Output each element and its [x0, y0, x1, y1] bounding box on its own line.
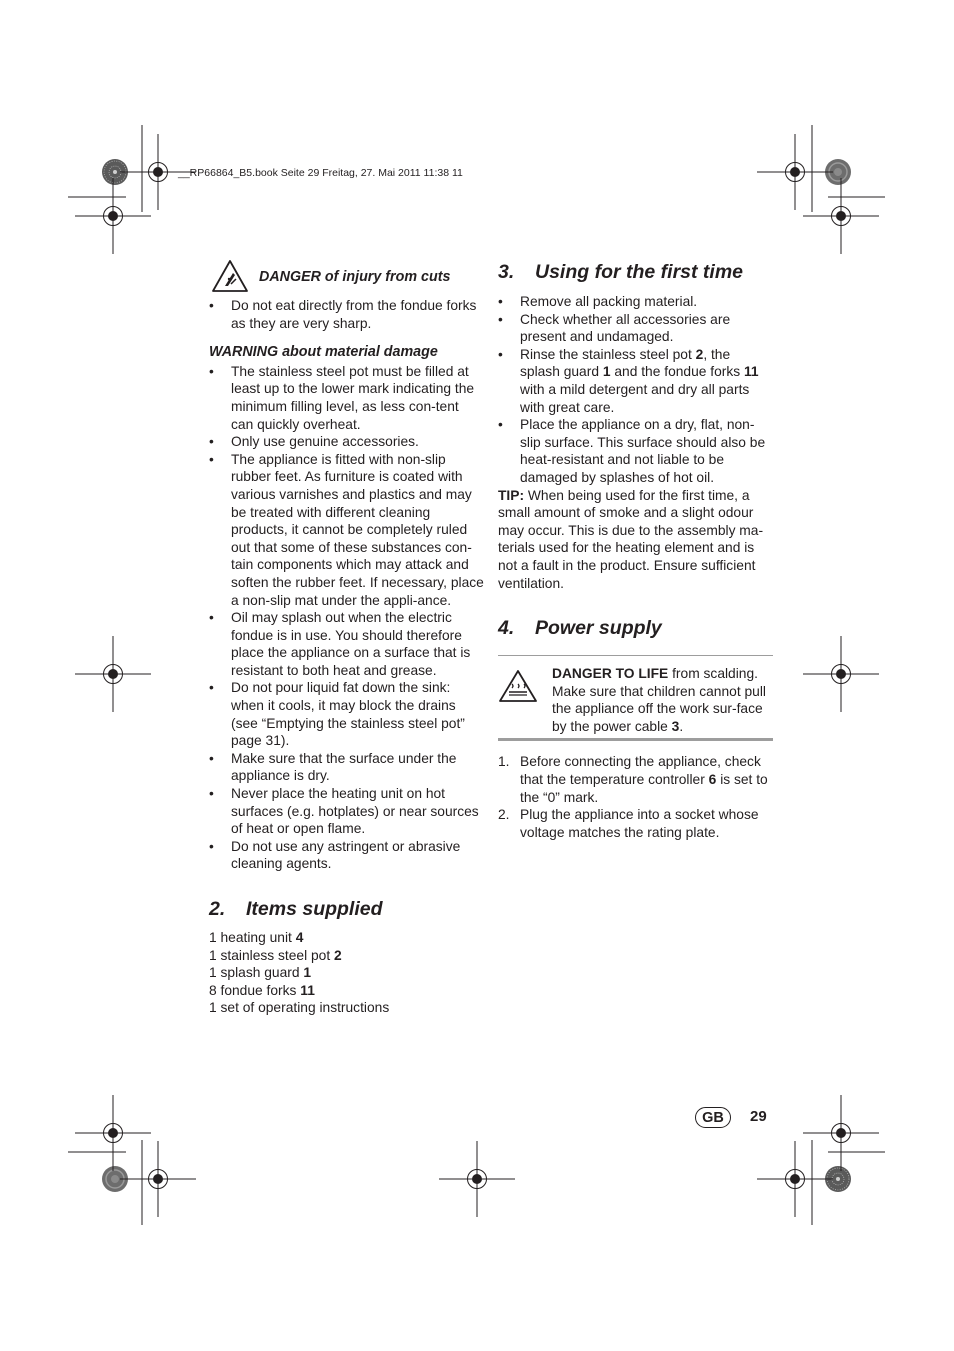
- danger-scalding-text: DANGER TO LIFE from scalding. Make sure that children cannot pull the appliance off the work sur-face by the power cable 3.: [552, 666, 766, 734]
- right-column: [498, 259, 773, 841]
- danger-cuts-title: DANGER of injury from cuts: [259, 269, 451, 286]
- list-item: 1 splash guard 1: [209, 965, 312, 981]
- section-heading-power-supply: [498, 616, 773, 640]
- warning-list: [209, 363, 484, 873]
- list-item: • The stainless steel pot must be filled at least up to the lower mark indicating the minimum filling level, as less con-tent can quickly overheat.: [209, 363, 484, 433]
- hot-surface-warning-icon: [498, 665, 552, 735]
- list-item: • Do not use any astringent or abrasive cleaning agents.: [209, 838, 484, 873]
- first-time-list: [498, 293, 773, 487]
- list-item: • Place the appliance on a dry, flat, non-slip surface. This surface should also be heat-resistant and not liable to be damaged by splashes of hot oil.: [498, 416, 773, 486]
- tip-paragraph: TIP: When being used for the first time, a small amount of smoke and a slight odour may occur. This is due to the assembly ma-terials used for the heating element and is not a fault in the product. Ensure sufficient ventilation.: [498, 487, 764, 591]
- section-number: 4.: [498, 617, 515, 640]
- list-item: • Never place the heating unit on hot surfaces (e.g. hotplates) or near sources of heat or open flame.: [209, 785, 484, 838]
- list-item: 1 set of operating instructions: [209, 1000, 390, 1016]
- section-heading-items-supplied: [209, 897, 484, 921]
- list-item: • Make sure that the surface under the appliance is dry.: [209, 750, 484, 785]
- danger-cuts-list: [209, 297, 484, 332]
- list-item: 8 fondue forks 11: [209, 982, 315, 998]
- section-title: Items supplied: [246, 898, 383, 920]
- section-title: Using for the first time: [535, 261, 744, 283]
- list-item: • Do not eat directly from the fondue forks as they are very sharp.: [209, 297, 484, 332]
- list-item: • The appliance is fitted with non-slip rubber feet. As furniture is coated with various varnishes and plastics and may be treated with different cleaning products, it cannot be completely ruled out that some of these substances con-tain components which may attack and soften the rubber feet. If necessary, place a non-slip mat under the appli-ance.: [209, 451, 484, 609]
- list-item: • Do not pour liquid fat down the sink: when it cools, it may block the drains (see “Emptying the stainless steel pot” page 31).: [209, 679, 484, 749]
- list-item: • Rinse the stainless steel pot 2, the splash guard 1 and the fondue forks 11 with a mild detergent and dry all parts with great care.: [498, 346, 773, 416]
- warning-heading: WARNING about material damage: [209, 344, 438, 361]
- danger-cuts-heading: [211, 259, 484, 297]
- list-item: 1. Before connecting the appliance, check that the temperature controller 6 is set to the “0” mark.: [498, 754, 768, 805]
- danger-scalding-box: [498, 655, 773, 741]
- section-number: 2.: [209, 898, 226, 920]
- section-title: Power supply: [535, 617, 662, 640]
- list-item: • Check whether all accessories are present and undamaged.: [498, 311, 773, 346]
- list-item: 1 stainless steel pot 2: [209, 947, 342, 963]
- list-item: 2. Plug the appliance into a socket whose voltage matches the rating plate.: [498, 807, 759, 840]
- page-number: 29: [750, 1108, 767, 1125]
- print-header-line: __RP66864_B5.book Seite 29 Freitag, 27. Mai 2011 11:38 11: [178, 167, 463, 179]
- tip-label: TIP:: [498, 487, 525, 503]
- left-column: [209, 259, 484, 1017]
- section-number: 3.: [498, 261, 515, 283]
- list-item: 1 heating unit 4: [209, 930, 304, 945]
- section-heading-first-time: [498, 260, 773, 284]
- warning-cut-icon: [211, 259, 249, 298]
- list-item: • Remove all packing material.: [498, 293, 773, 311]
- list-item: • Only use genuine accessories.: [209, 433, 484, 451]
- power-steps-list: [498, 753, 773, 841]
- list-item: • Oil may splash out when the electric fondue is in use. You should therefore place the appliance on a surface that is resistant to both heat and grease.: [209, 609, 484, 679]
- language-badge: GB: [695, 1107, 731, 1128]
- items-supplied-list: [209, 929, 484, 1017]
